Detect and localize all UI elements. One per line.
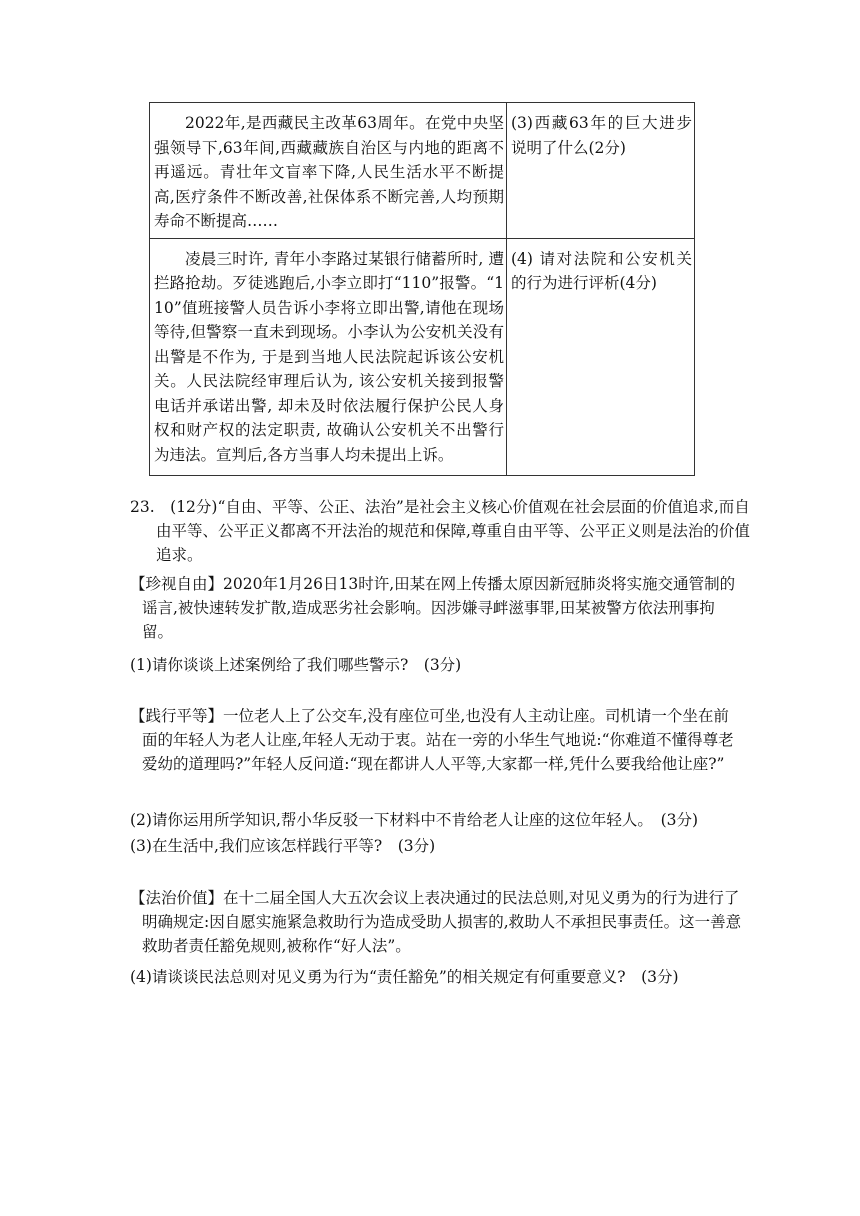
question-text: (4) 请对法院和公安机关的行为进行评析(4分) xyxy=(511,249,692,292)
rule-of-law-material: 【法治价值】在十二届全国人大五次会议上表决通过的民法总则,对见义勇为的行为进行了明确规定:因自愿实施紧急救助行为造成受助人损害的,救助人不承担民事责任。这一善意救助者责任豁免规则,被称作“好人法”。 xyxy=(130,889,742,955)
material-text: 凌晨三时许, 青年小李路过某银行储蓄所时, 遭拦路抢劫。歹徒逃跑后,小李立即打“110”报警。“110”值班接警人员告诉小李将立即出警,请他在现场等待,但警察一直未到现场。小李认为公安机关没有出警是不作为, 于是到当地人民法院起诉该公安机关。人民法院经审理后认为, 该公安机关接到报警电话并承诺出警, 却未及时依法履行保护公民人身权和财产权的法定职责, 故确认公安机关不出警行为违法。宣判后,各方当事人均未提出上诉。 xyxy=(154,249,504,464)
material-cell xyxy=(150,238,507,475)
material-text: 2022年,是西藏民主改革63周年。在党中央坚强领导下,63年间,西藏藏族自治区与内地的距离不再遥远。青壮年文盲率下降,人民生活水平不断提高,医疗条件不断改善,社保体系不断完善,人均预期寿命不断提高…… xyxy=(154,114,504,230)
material-cell xyxy=(150,103,507,239)
question-2: (2)请你运用所学知识,帮小华反驳一下材料中不肯给老人让座的这位年轻人。 (3分) xyxy=(130,811,699,829)
question-text: (3)西藏63年的巨大进步说明了什么(2分) xyxy=(511,114,692,157)
table-row xyxy=(150,238,695,475)
table-row xyxy=(150,103,695,239)
question-cell xyxy=(507,103,695,239)
question-23-intro: 23. (12分)“自由、平等、公正、法治”是社会主义核心价值观在社会层面的价值追求,而自由平等、公平正义都离不开法治的规范和保障,尊重自由平等、公平正义则是法治的价值追求。 xyxy=(130,498,750,564)
question-1: (1)请你谈谈上述案例给了我们哪些警示? (3分) xyxy=(130,656,462,674)
freedom-material: 【珍视自由】2020年1月26日13时许,田某在网上传播太原因新冠肺炎将实施交通管制的谣言,被快速转发扩散,造成恶劣社会影响。因涉嫌寻衅滋事罪,田某被警方依法刑事拘留。 xyxy=(130,575,736,641)
equality-material: 【践行平等】一位老人上了公交车,没有座位可坐,也没有人主动让座。司机请一个坐在前面的年轻人为老人让座,年轻人无动于衷。站在一旁的小华生气地说:“你难道不懂得尊老爱幼的道理吗?”年轻人反问道:“现在都讲人人平等,大家都一样,凭什么要我给他让座?” xyxy=(130,707,734,773)
material-question-table xyxy=(149,102,695,476)
question-3: (3)在生活中,我们应该怎样践行平等? (3分) xyxy=(130,837,436,855)
question-cell xyxy=(507,238,695,475)
question-4: (4)请谈谈民法总则对见义勇为行为“责任豁免”的相关规定有何重要意义? (3分) xyxy=(130,968,679,986)
